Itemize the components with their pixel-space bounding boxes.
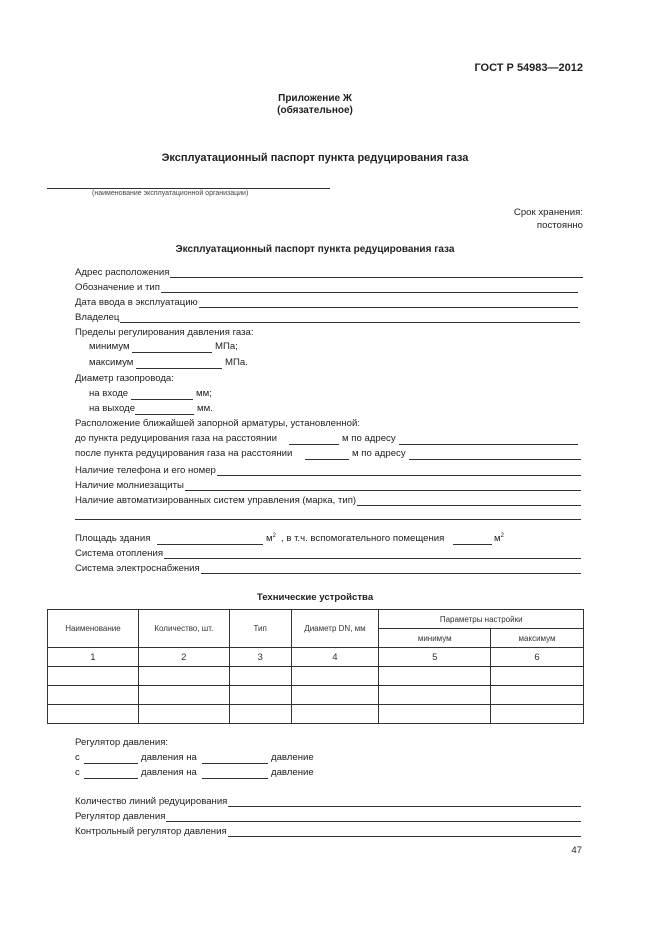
owner-row [75,311,580,325]
header-max: максимум [491,629,584,648]
valve-location-label: Расположение ближайшей запорной арматуры, установленной: [75,418,360,429]
regulator-r1-line1 [84,763,138,764]
pressure-limits-row [75,326,375,340]
commission-date-label: Дата ввода в эксплуатацию [75,297,198,308]
inlet-label: на входе [89,388,129,399]
table-cell[interactable] [138,705,229,724]
column-number: 4 [291,648,379,667]
organization-line [47,188,330,189]
max-label: максимум [89,357,134,368]
area-label: Площадь здания [75,533,151,544]
annex-title: Приложение Ж [278,93,352,104]
address-row [75,266,583,280]
table-cell[interactable] [229,667,291,686]
lines-count-label: Количество линий редуцирования [75,796,228,807]
table-cell[interactable] [491,705,584,724]
retention-label: Срок хранения: [513,207,583,218]
regulator-r2-end: давление [271,767,314,778]
annex-status: (обязательное) [277,105,353,116]
inlet-line [131,399,193,400]
automation-extra-line [75,519,581,520]
commission-date-row [75,296,578,310]
table-cell[interactable] [229,686,291,705]
regulator-title: Регулятор давления: [75,737,169,748]
regulator-label: Регулятор давления [75,811,166,822]
owner-label: Владелец [75,312,120,323]
inlet-unit: мм; [196,388,212,399]
min-label: минимум [89,341,130,352]
table-cell[interactable] [291,686,379,705]
phone-label: Наличие телефона и его номер [75,465,216,476]
outlet-line [135,414,194,415]
before-address-line [399,444,578,445]
power-label: Система электроснабжения [75,563,200,574]
regulator-row [75,810,581,824]
table-cell[interactable] [379,667,491,686]
area-line [157,544,263,545]
page-number: 47 [571,845,582,856]
automation-row [75,494,581,508]
table-cell[interactable] [229,705,291,724]
after-address-label: м по адресу [352,448,406,459]
area-unit: $м^2$ [266,533,276,545]
table-row [48,648,584,667]
column-number: 1 [48,648,139,667]
regulator-r1-mid: давления на [141,752,197,763]
table-cell[interactable] [379,705,491,724]
main-title: Эксплуатационный паспорт пункта редуцирования газа [161,152,469,164]
after-address-line [409,459,581,460]
table-row [48,686,584,705]
regulator-r1-end: давление [271,752,314,763]
table-cell[interactable] [48,705,139,724]
after-distance-line [305,459,349,460]
table-cell[interactable] [291,705,379,724]
header-min: минимум [379,629,491,648]
lightning-row [75,479,581,493]
regulator-r2-from: с [75,767,80,778]
power-row [75,562,581,576]
min-unit: МПа; [215,341,238,352]
header-diameter: Диаметр DN, мм [291,610,379,648]
control-regulator-label: Контрольный регулятор давления [75,826,227,837]
table-cell[interactable] [48,686,139,705]
header-name: Наименование [48,610,139,648]
lightning-label: Наличие молниезащиты [75,480,184,491]
aux-area-line [453,544,492,545]
outlet-label: на выходе [89,403,136,414]
min-line [132,352,212,353]
table-cell[interactable] [138,667,229,686]
table-cell[interactable] [291,667,379,686]
column-number: 6 [491,648,584,667]
designation-label: Обозначение и тип [75,282,160,293]
document-code: ГОСТ Р 54983—2012 [474,62,583,74]
header-params: Параметры настройки [379,610,584,629]
regulator-r2-line2 [202,778,268,779]
table-cell[interactable] [379,686,491,705]
table-row [48,667,584,686]
before-distance-label: до пункта редуцирования газа на расстоянии [75,433,278,444]
table-cell[interactable] [48,667,139,686]
regulator-r2-line1 [84,778,138,779]
phone-row [75,464,581,478]
sub-title: Эксплуатационный паспорт пункта редуцирования газа [175,244,455,255]
max-unit: МПа. [225,357,248,368]
technical-devices-table [47,609,584,724]
table-cell[interactable] [138,686,229,705]
header-quantity: Количество, шт. [138,610,229,648]
table-cell[interactable] [491,686,584,705]
address-label: Адрес расположения [75,267,170,278]
lines-count-row [75,795,581,809]
aux-area-label: , в т.ч. вспомогательного помещения [281,533,445,544]
after-distance-label: после пункта редуцирования газа на расстоянии [75,448,293,459]
before-address-label: м по адресу [342,433,396,444]
column-number: 2 [138,648,229,667]
retention-value: постоянно [536,220,583,231]
aux-area-unit: $м^2$ [494,533,504,545]
table-title: Технические устройства [256,592,374,603]
column-number: 3 [229,648,291,667]
automation-label: Наличие автоматизированных систем управления (марка, тип) [75,495,357,506]
pipe-diameter-label: Диаметр газопровода: [75,373,174,384]
before-distance-line [289,444,339,445]
organization-caption: (наименование эксплуатационной организации) [92,190,249,197]
control-regulator-row [75,825,581,839]
column-number: 5 [379,648,491,667]
regulator-r2-mid: давления на [141,767,197,778]
heating-label: Система отопления [75,548,164,559]
regulator-r1-from: с [75,752,80,763]
designation-row [75,281,578,295]
regulator-r1-line2 [202,763,268,764]
max-line [136,368,222,369]
table-row [48,705,584,724]
outlet-unit: мм. [197,403,213,414]
heating-row [75,547,581,561]
table-cell[interactable] [491,667,584,686]
header-type: Тип [229,610,291,648]
pressure-limits-label: Пределы регулирования давления газа: [75,327,254,338]
